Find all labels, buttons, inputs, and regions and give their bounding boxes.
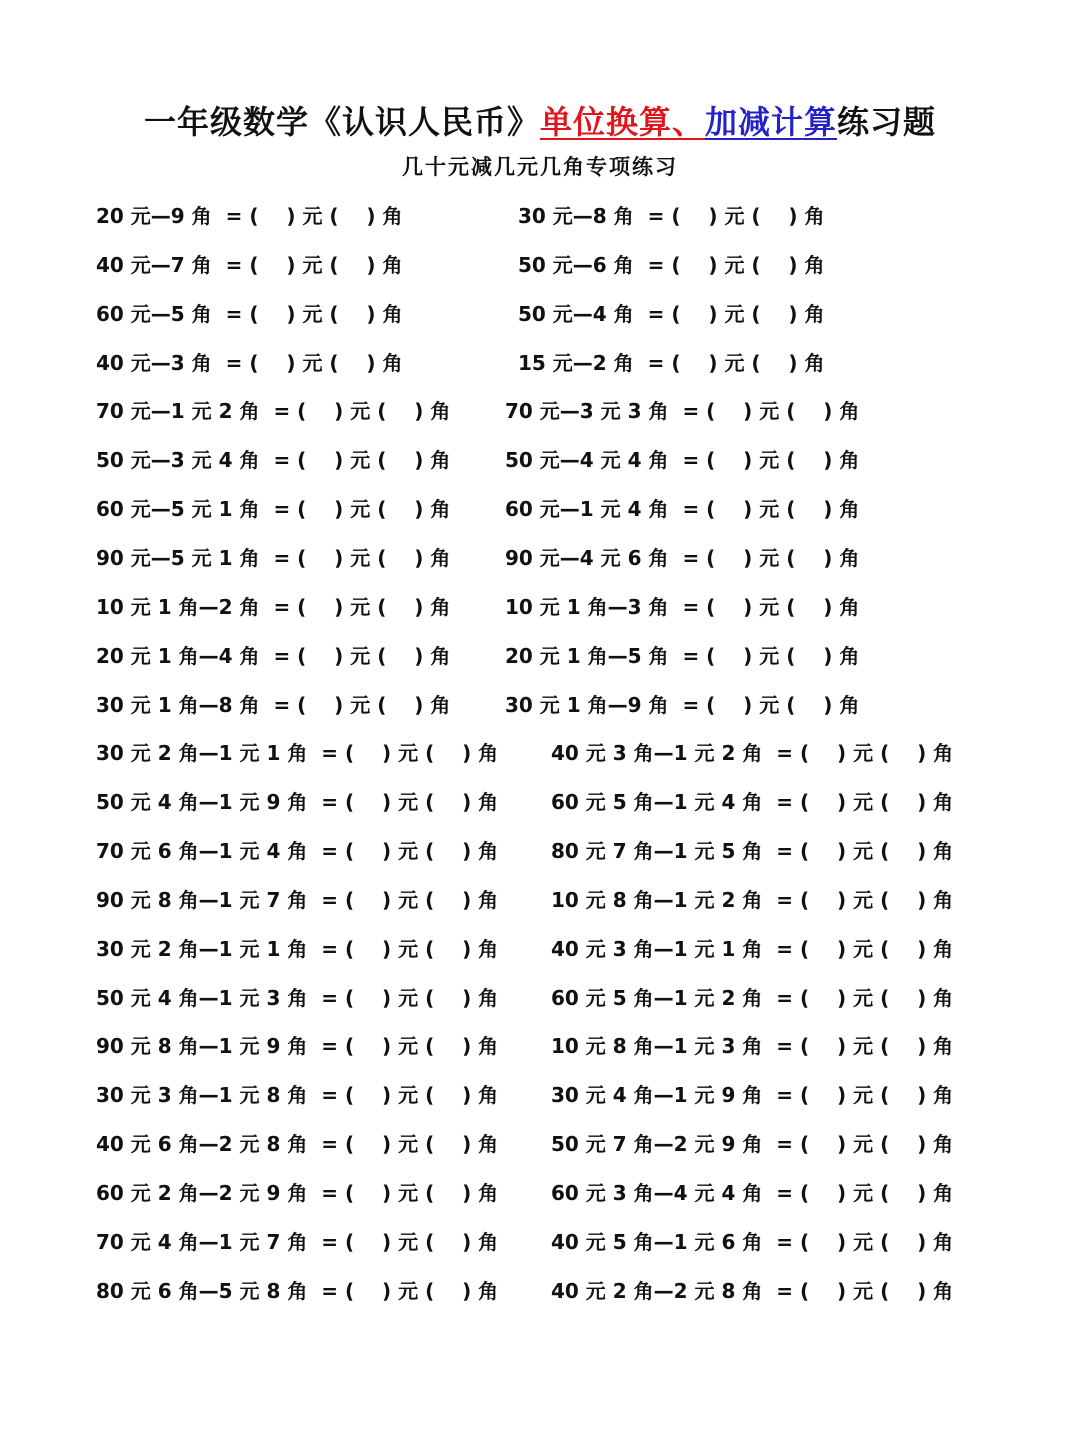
answer-blank: = ( ) 元 ( ) 角 [273,545,451,570]
answer-blank: = ( ) 元 ( ) 角 [321,1132,499,1157]
answer-blank: = ( ) 元 ( ) 角 [682,594,860,619]
answer-blank: = ( ) 元 ( ) 角 [776,985,954,1010]
exercise-expression: 40 元 3 角—1 元 2 角 [551,741,763,766]
answer-blank: = ( ) 元 ( ) 角 [273,692,451,717]
exercise-left [96,1075,498,1115]
exercise-expression: 80 元 7 角—1 元 5 角 [551,839,763,864]
exercise-left [96,831,498,871]
exercise-expression: 70 元 6 角—1 元 4 角 [96,839,308,864]
exercise-right [551,1271,953,1311]
exercise-right [505,391,859,431]
answer-blank: = ( ) 元 ( ) 角 [776,741,954,766]
exercise-expression: 60 元 2 角—2 元 9 角 [96,1181,308,1205]
answer-blank: = ( ) 元 ( ) 角 [225,350,403,375]
answer-blank: = ( ) 元 ( ) 角 [776,1034,954,1059]
answer-blank: = ( ) 元 ( ) 角 [321,1229,499,1254]
exercise-expression: 40 元 3 角—1 元 1 角 [551,936,763,961]
exercise-right [505,636,859,676]
exercise-expression: 10 元 1 角—3 角 [505,594,669,619]
title-part-3-blue: 加减计算 [705,103,838,141]
answer-blank: = ( ) 元 ( ) 角 [321,839,499,864]
answer-blank: = ( ) 元 ( ) 角 [225,301,403,326]
exercise-row [0,538,1080,578]
exercise-left [96,440,450,480]
answer-blank: = ( ) 元 ( ) 角 [321,936,499,961]
answer-blank: = ( ) 元 ( ) 角 [321,790,499,815]
exercise-expression: 40 元 5 角—1 元 6 角 [551,1229,763,1254]
exercise-left [96,294,403,334]
exercise-row [0,196,1080,236]
exercise-expression: 90 元—4 元 6 角 [505,545,669,570]
exercise-expression: 30 元 1 角—8 角 [96,692,260,717]
answer-blank: = ( ) 元 ( ) 角 [776,1229,954,1254]
answer-blank: = ( ) 元 ( ) 角 [776,1181,954,1205]
title-part-2-red: 单位换算、 [539,103,705,141]
exercise-row [0,489,1080,529]
exercise-right [551,1222,953,1262]
exercise-left [96,538,450,578]
page-subtitle: 几十元减几元几角专项练习 [402,155,678,179]
exercise-row [0,685,1080,725]
title-part-4: 练习题 [837,103,937,141]
exercise-left [96,636,450,676]
answer-blank: = ( ) 元 ( ) 角 [682,497,860,522]
exercise-expression: 50 元—4 元 4 角 [505,448,669,473]
exercise-expression: 40 元—7 角 [96,252,212,277]
exercise-right [551,880,953,920]
answer-blank: = ( ) 元 ( ) 角 [321,1278,499,1303]
answer-blank: = ( ) 元 ( ) 角 [321,741,499,766]
exercise-expression: 50 元—6 角 [518,252,634,277]
answer-blank: = ( ) 元 ( ) 角 [682,448,860,473]
answer-blank: = ( ) 元 ( ) 角 [273,643,451,668]
exercise-left [96,782,498,822]
exercise-left [96,343,403,383]
exercise-expression: 30 元 1 角—9 角 [505,692,669,717]
answer-blank: = ( ) 元 ( ) 角 [682,399,860,424]
exercise-left [96,489,450,529]
exercise-expression: 50 元 4 角—1 元 9 角 [96,790,308,815]
exercise-right [518,196,825,236]
exercise-row [0,1026,1080,1066]
exercise-left [96,1222,498,1262]
answer-blank: = ( ) 元 ( ) 角 [682,692,860,717]
exercise-row [0,880,1080,920]
exercise-expression: 20 元—9 角 [96,204,212,228]
exercise-expression: 30 元 4 角—1 元 9 角 [551,1083,763,1108]
answer-blank: = ( ) 元 ( ) 角 [682,643,860,668]
exercise-expression: 60 元 3 角—4 元 4 角 [551,1181,763,1205]
exercise-expression: 90 元 8 角—1 元 7 角 [96,887,308,912]
exercise-left [96,1026,498,1066]
exercise-right [505,587,859,627]
exercise-right [551,1124,953,1164]
exercise-right [551,929,953,969]
exercise-right [551,1173,953,1213]
exercise-expression: 90 元 8 角—1 元 9 角 [96,1034,308,1059]
exercise-expression: 40 元 2 角—2 元 8 角 [551,1278,763,1303]
exercise-expression: 60 元—1 元 4 角 [505,497,669,522]
exercise-row [0,831,1080,871]
answer-blank: = ( ) 元 ( ) 角 [776,1083,954,1108]
answer-blank: = ( ) 元 ( ) 角 [776,1278,954,1303]
answer-blank: = ( ) 元 ( ) 角 [321,1034,499,1059]
answer-blank: = ( ) 元 ( ) 角 [321,1083,499,1108]
exercise-right [505,538,859,578]
answer-blank: = ( ) 元 ( ) 角 [776,1132,954,1157]
answer-blank: = ( ) 元 ( ) 角 [647,350,825,375]
exercise-left [96,245,403,285]
exercise-expression: 20 元 1 角—5 角 [505,643,669,668]
exercise-right [505,440,859,480]
exercise-row [0,1173,1080,1213]
page-title [0,96,1080,148]
answer-blank: = ( ) 元 ( ) 角 [321,985,499,1010]
exercise-row [0,733,1080,773]
exercise-expression: 70 元 4 角—1 元 7 角 [96,1229,308,1254]
answer-blank: = ( ) 元 ( ) 角 [647,301,825,326]
answer-blank: = ( ) 元 ( ) 角 [273,399,451,424]
title-part-1: 一年级数学《认识人民币》 [143,103,540,141]
exercise-right [551,733,953,773]
exercise-expression: 20 元 1 角—4 角 [96,643,260,668]
exercise-expression: 50 元—3 元 4 角 [96,448,260,473]
answer-blank: = ( ) 元 ( ) 角 [225,204,403,228]
exercise-right [518,343,825,383]
exercise-row [0,1222,1080,1262]
exercise-right [551,831,953,871]
exercise-left [96,685,450,725]
exercise-expression: 70 元—3 元 3 角 [505,399,669,424]
exercise-expression: 60 元—5 角 [96,301,212,326]
exercise-left [96,978,498,1018]
exercise-expression: 10 元 1 角—2 角 [96,594,260,619]
answer-blank: = ( ) 元 ( ) 角 [273,497,451,522]
answer-blank: = ( ) 元 ( ) 角 [321,887,499,912]
answer-blank: = ( ) 元 ( ) 角 [647,204,825,228]
exercise-left [96,929,498,969]
exercise-expression: 50 元 7 角—2 元 9 角 [551,1132,763,1157]
exercise-row [0,636,1080,676]
exercise-expression: 10 元 8 角—1 元 2 角 [551,887,763,912]
exercise-right [505,685,859,725]
exercise-right [551,782,953,822]
exercise-expression: 60 元 5 角—1 元 4 角 [551,790,763,815]
exercise-expression: 40 元 6 角—2 元 8 角 [96,1132,308,1157]
exercise-left [96,880,498,920]
exercise-expression: 30 元 3 角—1 元 8 角 [96,1083,308,1108]
exercise-expression: 70 元—1 元 2 角 [96,399,260,424]
exercise-left [96,1271,498,1311]
answer-blank: = ( ) 元 ( ) 角 [776,839,954,864]
exercise-left [96,733,498,773]
exercise-expression: 50 元—4 角 [518,301,634,326]
exercise-left [96,196,403,236]
exercise-expression: 50 元 4 角—1 元 3 角 [96,985,308,1010]
exercise-right [518,245,825,285]
answer-blank: = ( ) 元 ( ) 角 [776,887,954,912]
exercise-left [96,1173,498,1213]
exercise-row [0,245,1080,285]
exercise-row [0,782,1080,822]
exercise-expression: 80 元 6 角—5 元 8 角 [96,1278,308,1303]
exercise-right [551,978,953,1018]
exercise-row [0,1271,1080,1311]
answer-blank: = ( ) 元 ( ) 角 [273,448,451,473]
exercise-left [96,587,450,627]
exercise-expression: 60 元—5 元 1 角 [96,497,260,522]
exercise-right [505,489,859,529]
exercise-expression: 10 元 8 角—1 元 3 角 [551,1034,763,1059]
answer-blank: = ( ) 元 ( ) 角 [682,545,860,570]
exercise-row [0,587,1080,627]
exercise-row [0,294,1080,334]
answer-blank: = ( ) 元 ( ) 角 [776,936,954,961]
exercise-expression: 30 元 2 角—1 元 1 角 [96,741,308,766]
exercise-row [0,1124,1080,1164]
exercise-right [518,294,825,334]
exercise-row [0,440,1080,480]
answer-blank: = ( ) 元 ( ) 角 [321,1181,499,1205]
answer-blank: = ( ) 元 ( ) 角 [647,252,825,277]
exercise-right [551,1075,953,1115]
exercise-expression: 30 元—8 角 [518,204,634,228]
exercise-row [0,343,1080,383]
exercise-expression: 60 元 5 角—1 元 2 角 [551,985,763,1010]
answer-blank: = ( ) 元 ( ) 角 [776,790,954,815]
exercise-left [96,1124,498,1164]
answer-blank: = ( ) 元 ( ) 角 [273,594,451,619]
exercise-row [0,1075,1080,1115]
exercise-expression: 15 元—2 角 [518,350,634,375]
exercise-row [0,391,1080,431]
exercise-expression: 40 元—3 角 [96,350,212,375]
exercise-expression: 30 元 2 角—1 元 1 角 [96,936,308,961]
exercise-row [0,929,1080,969]
exercise-left [96,391,450,431]
answer-blank: = ( ) 元 ( ) 角 [225,252,403,277]
exercise-right [551,1026,953,1066]
exercise-expression: 90 元—5 元 1 角 [96,545,260,570]
exercise-row [0,978,1080,1018]
